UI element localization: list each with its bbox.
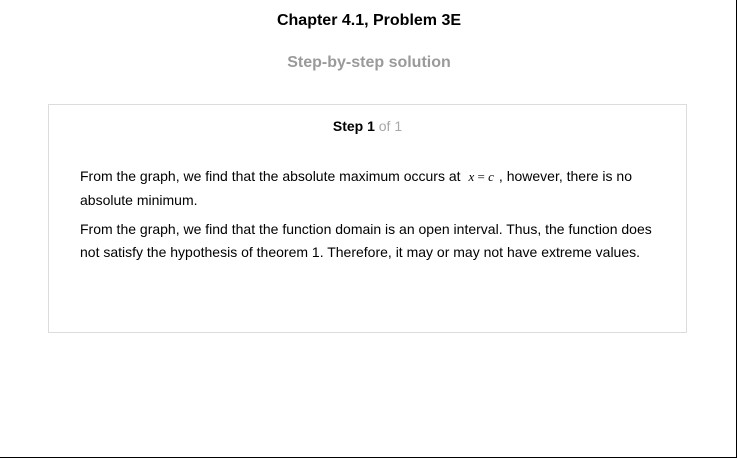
math-value: c [488, 169, 494, 184]
paragraph-1-text-before: From the graph, we find that the absolute maximum occurs at [80, 168, 461, 184]
math-variable: x [468, 169, 475, 184]
paragraph-1-text-after: , however, there is no absolute minimum. [80, 168, 632, 208]
solution-subtitle: Step-by-step solution [287, 54, 451, 71]
step-header [49, 118, 686, 134]
math-operator: = [477, 169, 485, 184]
step-card [48, 104, 687, 333]
chapter-title: Chapter 4.1, Problem 3E [276, 12, 462, 29]
step-paragraph-1 [80, 165, 660, 211]
step-count: of 1 [378, 118, 403, 134]
math-expression [469, 169, 494, 184]
step-body [80, 165, 660, 270]
step-paragraph-2: From the graph, we find that the function domain is an open interval. Thus, the function does not satisfy the hypothesis of theorem 1. Therefore, it may or may not have extreme values. [80, 221, 652, 260]
step-label: Step 1 [332, 118, 375, 134]
